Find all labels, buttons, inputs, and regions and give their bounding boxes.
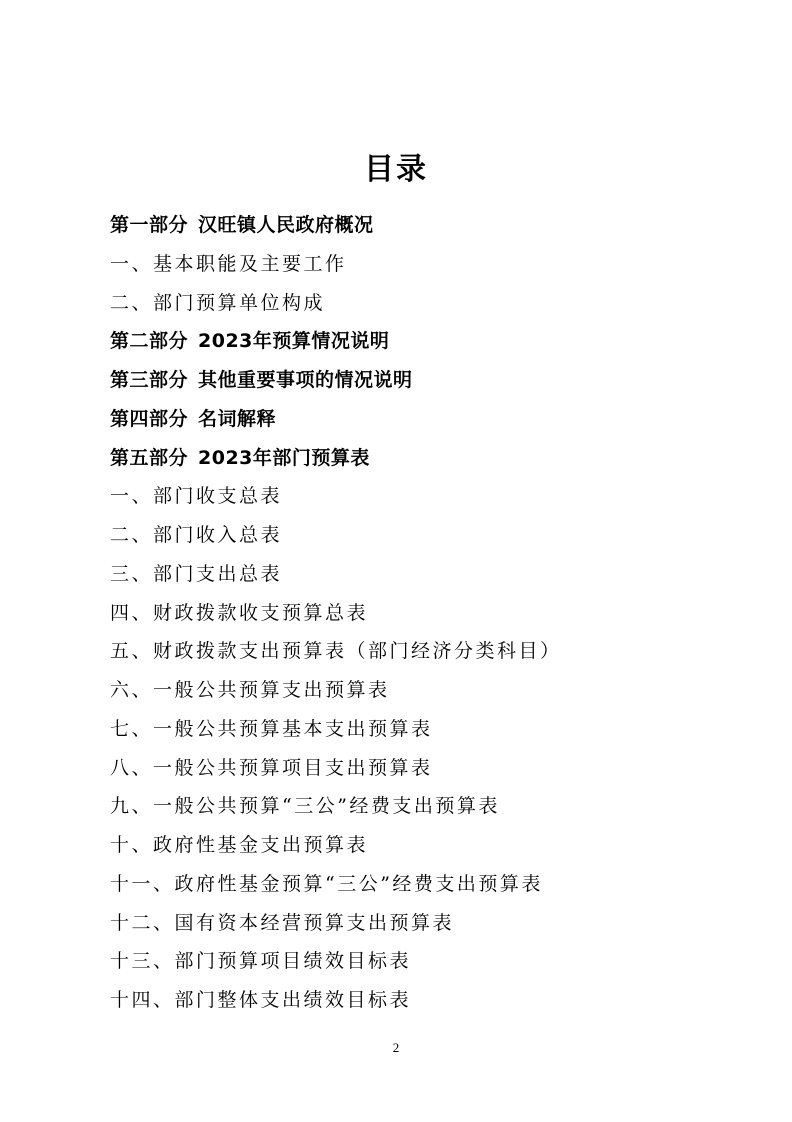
page-number: 2 xyxy=(392,1040,400,1055)
toc-part-title: 其他重要事项的情况说明 xyxy=(198,369,413,391)
toc-item[interactable]: 二、部门收入总表 xyxy=(110,524,283,546)
toc-item[interactable]: 十四、部门整体支出绩效目标表 xyxy=(110,989,412,1011)
toc-part-number: 第四部分 xyxy=(110,407,189,430)
toc-item[interactable]: 九、一般公共预算“三公”经费支出预算表 xyxy=(110,795,500,818)
toc-part-title: 汉旺镇人民政府概况 xyxy=(198,214,374,236)
table-of-contents xyxy=(110,206,750,1020)
toc-item[interactable]: 五、财政拨款支出预算表（部门经济分类科目） xyxy=(110,640,562,663)
page-title: 目录 xyxy=(364,152,428,187)
toc-item[interactable]: 四、财政拨款收支预算总表 xyxy=(110,601,369,624)
toc-item[interactable]: 十三、部门预算项目绩效目标表 xyxy=(110,950,412,973)
toc-part-title: 2023年预算情况说明 xyxy=(198,330,390,353)
toc-item[interactable]: 二、部门预算单位构成 xyxy=(110,291,326,314)
toc-item[interactable]: 七、一般公共预算基本支出预算表 xyxy=(110,717,433,740)
toc-item[interactable]: 十、政府性基金支出预算表 xyxy=(110,834,369,856)
toc-part-5[interactable] xyxy=(110,439,750,478)
toc-part-3[interactable] xyxy=(110,361,750,400)
toc-part-title: 2023年部门预算表 xyxy=(198,446,370,469)
toc-part-title: 名词解释 xyxy=(198,407,277,430)
toc-part-number: 第三部分 xyxy=(110,369,189,391)
toc-item[interactable]: 八、一般公共预算项目支出预算表 xyxy=(110,756,433,779)
toc-item[interactable]: 一、部门收支总表 xyxy=(110,485,283,508)
toc-item[interactable]: 十一、政府性基金预算“三公”经费支出预算表 xyxy=(110,872,543,895)
toc-item[interactable]: 六、一般公共预算支出预算表 xyxy=(110,679,390,701)
toc-item[interactable]: 一、基本职能及主要工作 xyxy=(110,252,347,275)
toc-part-number: 第一部分 xyxy=(110,214,189,236)
toc-part-4[interactable] xyxy=(110,400,750,439)
toc-item[interactable]: 三、部门支出总表 xyxy=(110,562,283,585)
toc-part-2[interactable] xyxy=(110,322,750,361)
toc-part-1[interactable] xyxy=(110,206,750,245)
toc-part-number: 第二部分 xyxy=(110,330,189,353)
toc-part-number: 第五部分 xyxy=(110,446,189,469)
toc-item[interactable]: 十二、国有资本经营预算支出预算表 xyxy=(110,911,455,934)
